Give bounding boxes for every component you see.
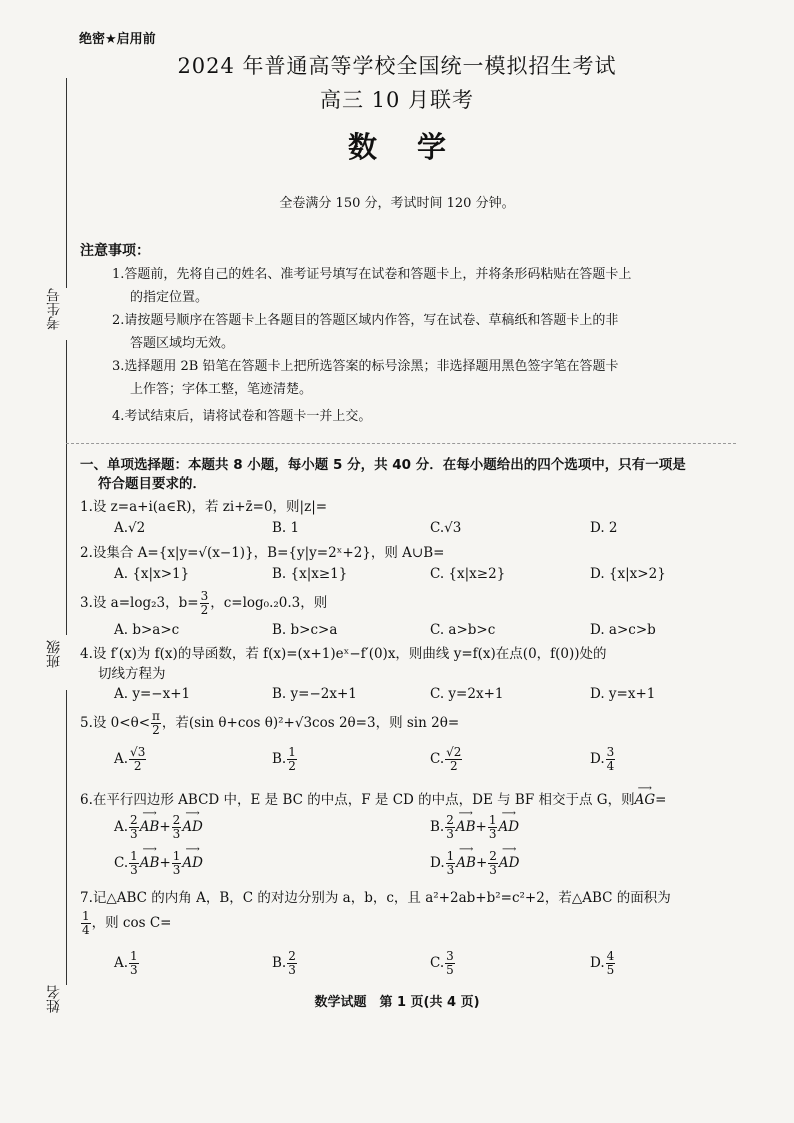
fraction-numerator: 2 <box>172 813 181 827</box>
vector-ab: ⟶ AB <box>140 819 160 835</box>
question-7: 7.记△ABC 的内角 A，B，C 的对边分别为 a，b，c，且 a²+2ab+b²=c²+2，若△ABC 的面积为 <box>80 890 671 906</box>
question-2: 2.设集合 A={x|y=√(x−1)}，B={y|y=2ˣ+2}，则 A∪B= <box>80 545 445 561</box>
q5-option-d <box>590 746 616 773</box>
question-1: 1.设 z=a+i(a∈R)，若 zi+z̄=0，则|z|= <box>80 499 328 515</box>
note-line: 上作答；字体工整，笔迹清楚。 <box>130 382 313 397</box>
q4-option-a: A. y=−x+1 <box>114 686 191 702</box>
vector-ad: ⟶ AD <box>182 819 203 835</box>
vector-ab: ⟶ AB <box>456 855 476 871</box>
option-fraction <box>129 950 139 977</box>
note-item <box>112 405 732 428</box>
q7-stem-end: ，则 cos C= <box>91 915 172 931</box>
page-footer: 数学试题 第 1 页(共 4 页) <box>314 995 480 1010</box>
option-label: B. <box>272 751 287 767</box>
fraction-denominator: 3 <box>446 863 455 877</box>
note-line: 答题区域均无效。 <box>130 336 235 351</box>
fraction-numerator: 1 <box>130 849 138 863</box>
question-6 <box>80 790 730 810</box>
fraction-denominator: 3 <box>488 827 497 841</box>
option-fraction <box>129 850 139 877</box>
option-label: A. <box>114 955 129 971</box>
fraction-numerator: 3 <box>606 745 615 759</box>
fraction-numerator: 2 <box>489 849 497 863</box>
fraction-numerator: 3 <box>200 589 209 603</box>
side-label-exam-number: 考生号 <box>46 288 62 330</box>
section-line: 符合题目要求的． <box>98 476 206 492</box>
q1-option-d: D. 2 <box>590 520 618 536</box>
option-label: B. <box>272 955 287 971</box>
fraction-denominator: 2 <box>288 759 296 773</box>
section-heading <box>80 456 730 494</box>
fraction-numerator: 1 <box>288 745 296 759</box>
option-fraction <box>129 746 146 773</box>
q7-option-b <box>272 950 298 977</box>
note-item <box>112 309 732 355</box>
fraction-denominator: 3 <box>446 827 454 841</box>
fraction-numerator: 1 <box>172 849 181 863</box>
q7-option-a <box>114 950 140 977</box>
fraction-numerator: 1 <box>130 949 138 963</box>
side-label-name: 姓名 <box>46 985 62 1013</box>
fraction-denominator: 2 <box>152 723 160 737</box>
q3-option-a: A. b>a>c <box>114 622 180 638</box>
fraction-numerator: 1 <box>82 909 90 923</box>
q1-option-c: C.√3 <box>430 520 462 536</box>
vector-ad: ⟶ AD <box>182 855 203 871</box>
q5-stem-start: 5.设 0<θ< <box>80 715 151 731</box>
binding-line <box>66 690 67 985</box>
q3-stem-start: 3.设 a=log₂3，b= <box>80 595 199 611</box>
q2-option-b: B. {x|x≥1} <box>272 566 348 582</box>
question-3 <box>80 590 730 617</box>
option-label: D. <box>590 751 605 767</box>
score-info: 全卷满分 150 分，考试时间 120 分钟。 <box>279 196 515 211</box>
option-label: B. <box>430 819 445 835</box>
binding-line <box>66 340 67 635</box>
fraction-denominator: 3 <box>130 863 138 877</box>
q2-option-a: A. {x|x>1} <box>114 566 190 582</box>
notes-title: 注意事项： <box>80 243 150 259</box>
option-label: C. <box>430 955 445 971</box>
fraction-denominator: 2 <box>200 603 209 617</box>
fraction-denominator: 2 <box>133 759 142 773</box>
option-fraction <box>287 746 297 773</box>
q1-option-a: A.√2 <box>114 520 146 536</box>
q4-option-c: C. y=2x+1 <box>430 686 504 702</box>
option-label: A. <box>114 751 129 767</box>
fraction-denominator: 5 <box>446 963 454 977</box>
option-fraction <box>445 746 462 773</box>
fraction-denominator: 4 <box>82 923 90 937</box>
vector-ad: ⟶ AD <box>498 819 519 835</box>
option-fraction <box>488 814 498 841</box>
fraction-denominator: 3 <box>172 863 181 877</box>
q3-option-b: B. b>c>a <box>272 622 338 638</box>
fraction-numerator: 2 <box>130 813 138 827</box>
fraction-denominator: 3 <box>130 963 138 977</box>
section-line: 一、单项选择题：本题共 8 小题，每小题 5 分，共 40 分．在每小题给出的四个选项中，只有一项是 <box>80 457 686 473</box>
q6-option-c: C. $\frac{1}{3}$ ⟶ AB+ $\frac{1}{3}$ ⟶ AD <box>114 850 203 877</box>
option-fraction <box>445 950 455 977</box>
q4-option-b: B. y=−2x+1 <box>272 686 357 702</box>
q7-option-d <box>590 950 616 977</box>
binding-line <box>66 78 67 288</box>
q6-option-d: D. $\frac{1}{3}$ ⟶ AB+ $\frac{2}{3}$ ⟶ AD <box>430 850 519 877</box>
q6-option-a: A. $\frac{2}{3}$ ⟶ AB+ $\frac{2}{3}$ ⟶ AD <box>114 814 203 841</box>
fraction-denominator: 3 <box>130 827 138 841</box>
option-label: C. <box>114 855 129 871</box>
fraction-denominator: 2 <box>449 759 458 773</box>
fraction-denominator: 4 <box>606 759 615 773</box>
note-item <box>112 355 732 401</box>
q2-option-c: C. {x|x≥2} <box>430 566 506 582</box>
option-fraction <box>446 850 456 877</box>
q3-fraction <box>200 590 210 617</box>
exam-title: 2024 年普通高等学校全国统一模拟招生考试 <box>177 54 617 78</box>
side-label-class: 班级 <box>46 640 62 668</box>
q5-stem-end: ，若(sin θ+cos θ)²+√3cos 2θ=3，则 sin 2θ= <box>161 715 460 731</box>
q5-pi-fraction <box>151 710 161 737</box>
option-fraction <box>488 850 498 877</box>
option-fraction <box>129 814 139 841</box>
fraction-denominator: 3 <box>489 863 497 877</box>
fraction-numerator: 1 <box>446 849 455 863</box>
q3-option-d: D. a>c>b <box>590 622 656 638</box>
q2-option-d: D. {x|x>2} <box>590 566 666 582</box>
q3-stem-end: ，c=log₀.₂0.3，则 <box>210 595 328 611</box>
confidential-mark: 绝密★启用前 <box>79 32 156 47</box>
vector-ad: ⟶ AD <box>499 855 520 871</box>
q5-option-a <box>114 746 147 773</box>
fraction-numerator: √3 <box>130 745 146 759</box>
note-line: 3.选择题用 2B 铅笔在答题卡上把所选答案的标号涂黑；非选择题用黑色签字笔在答题卡 <box>112 359 619 374</box>
option-label: D. <box>430 855 445 871</box>
question-5 <box>80 710 730 737</box>
fraction-numerator: π <box>152 709 160 723</box>
exam-subtitle: 高三 10 月联考 <box>319 88 475 112</box>
note-line: 1.答题前，先将自己的姓名、准考证号填写在试卷和答题卡上，并将条形码粘贴在答题卡上 <box>112 267 632 282</box>
note-line: 2.请按题号顺序在答题卡上各题目的答题区域内作答，写在试卷、草稿纸和答题卡上的非 <box>112 313 619 328</box>
divider <box>66 443 736 444</box>
option-label: A. <box>114 819 129 835</box>
q4-option-d: D. y=x+1 <box>590 686 656 702</box>
fraction-numerator: 3 <box>446 949 454 963</box>
option-fraction <box>606 950 616 977</box>
fraction-numerator: √2 <box>446 745 462 759</box>
option-fraction <box>445 814 455 841</box>
option-fraction <box>172 850 182 877</box>
fraction-numerator: 2 <box>446 813 454 827</box>
option-fraction <box>172 814 182 841</box>
note-line: 的指定位置。 <box>130 290 209 305</box>
q7-area-fraction <box>81 910 91 937</box>
q6-stem: 6.在平行四边形 ABCD 中，E 是 BC 的中点，F 是 CD 的中点，DE 与 BF 相交于点 G，则 <box>80 792 635 808</box>
question-4: 4.设 f′(x)为 f(x)的导函数，若 f(x)=(x+1)eˣ−f′(0)x，则曲线 y=f(x)在点(0，f(0))处的 <box>80 646 607 662</box>
q5-option-b <box>272 746 298 773</box>
vector-ab: ⟶ AB <box>140 855 160 871</box>
fraction-numerator: 1 <box>488 813 497 827</box>
q5-option-c <box>430 746 463 773</box>
note-line: 4.考试结束后，请将试卷和答题卡一并上交。 <box>112 409 372 424</box>
option-fraction <box>606 746 616 773</box>
q7-option-c <box>430 950 456 977</box>
subject-title: 数学 <box>347 130 486 164</box>
fraction-numerator: 4 <box>606 949 615 963</box>
vector-ab: ⟶ AB <box>456 819 476 835</box>
option-label: C. <box>430 751 445 767</box>
q6-option-b: B. $\frac{2}{3}$ ⟶ AB+ $\frac{1}{3}$ ⟶ AD <box>430 814 519 841</box>
vector-ag: ⟶ AG <box>635 790 656 810</box>
option-fraction <box>287 950 297 977</box>
fraction-denominator: 3 <box>172 827 181 841</box>
fraction-denominator: 5 <box>606 963 615 977</box>
question-7-cont <box>80 910 730 937</box>
q1-option-b: B. 1 <box>272 520 300 536</box>
q3-option-c: C. a>b>c <box>430 622 496 638</box>
fraction-numerator: 2 <box>288 949 296 963</box>
option-label: D. <box>590 955 605 971</box>
equals-sign: = <box>655 792 667 808</box>
note-item <box>112 263 732 309</box>
question-4-cont: 切线方程为 <box>98 666 166 682</box>
fraction-denominator: 3 <box>288 963 296 977</box>
